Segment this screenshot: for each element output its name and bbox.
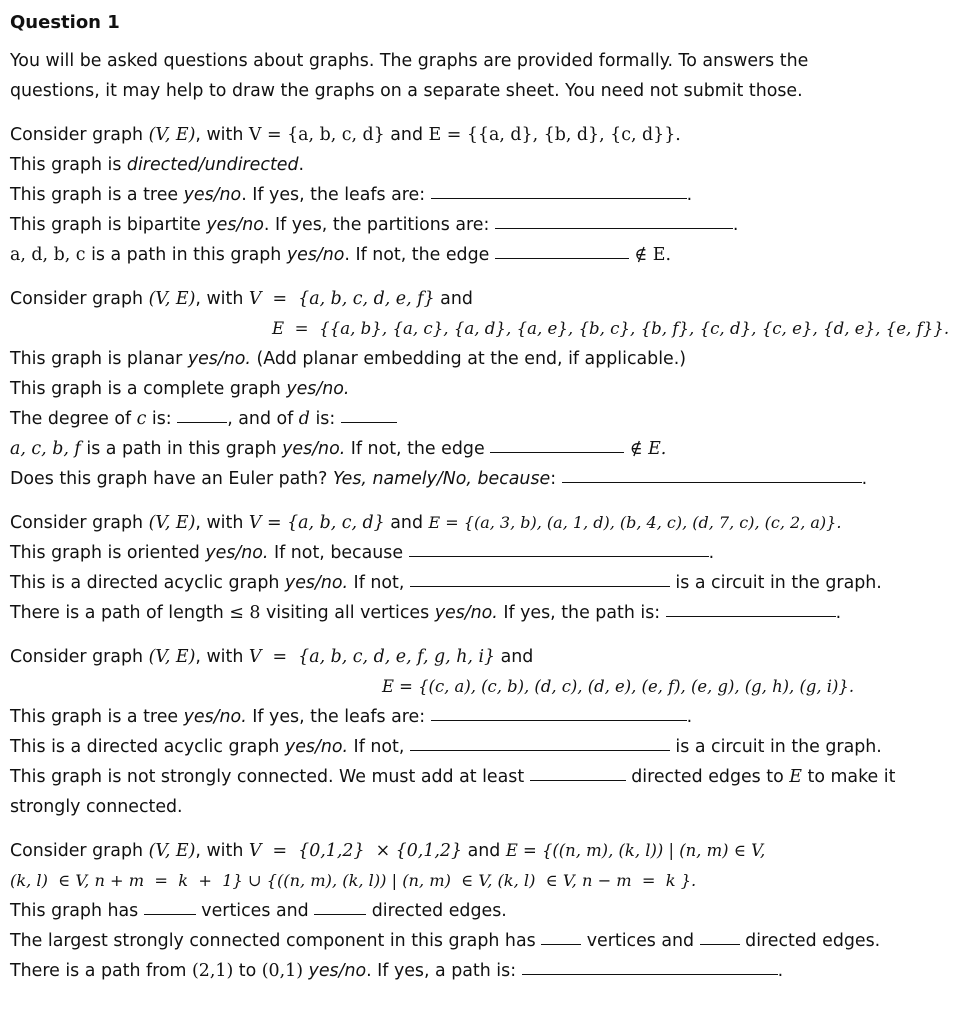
answer-blank[interactable]: [700, 926, 740, 945]
answer-blank[interactable]: [431, 180, 687, 199]
graph-2-euler-question: Does this graph have an Euler path? Yes, namely/No, because: .: [10, 464, 950, 494]
graph-3-section: [10, 508, 950, 628]
graph-2-complete-question: This graph is a complete graph yes/no.: [10, 379, 350, 399]
question-page: [10, 8, 950, 986]
graph-3-length-question: There is a path of length ≤ 8 visiting all vertices yes/no. If yes, the path is: .: [10, 598, 950, 628]
answer-blank[interactable]: [341, 404, 397, 423]
answer-blank[interactable]: [431, 702, 687, 721]
answer-blank[interactable]: [410, 732, 670, 751]
graph-4-tree-question: This graph is a tree yes/no. If yes, the leafs are: .: [10, 702, 950, 732]
graph-1-directed-question: This graph is directed/undirected.: [10, 155, 305, 175]
intro-paragraph: [10, 46, 950, 106]
graph-1-bipartite-question: This graph is bipartite yes/no. If yes, the partitions are: .: [10, 210, 950, 240]
graph-4-connectivity-question: This graph is not strongly connected. We must add at least directed edges to E to make it: [10, 762, 950, 792]
graph-3-oriented-question: This graph is oriented yes/no. If not, because .: [10, 538, 950, 568]
graph-2-vertices: Consider graph (V, E), with V = {a, b, c, d, e, f} and: [10, 289, 473, 309]
answer-blank[interactable]: [530, 762, 626, 781]
intro-line: questions, it may help to draw the graphs on a separate sheet. You need not submit those.: [10, 81, 803, 101]
answer-blank[interactable]: [666, 598, 836, 617]
answer-blank[interactable]: [314, 896, 366, 915]
answer-blank[interactable]: [562, 464, 862, 483]
graph-5-definition-cont: (k, l) ∈ V, n + m = k + 1} ∪ {((n, m), (k, l)) | (n, m) ∈ V, (k, l) ∈ V, n − m = k }.: [10, 871, 697, 890]
answer-blank[interactable]: [177, 404, 227, 423]
graph-4-section: [10, 642, 950, 822]
graph-4-vertices: Consider graph (V, E), with V = {a, b, c, d, e, f, g, h, i} and: [10, 647, 534, 667]
graph-2-planar-question: This graph is planar yes/no. (Add planar embedding at the end, if applicable.): [10, 349, 687, 369]
answer-blank[interactable]: [409, 538, 709, 557]
graph-2-section: [10, 284, 950, 494]
graph-5-component-question: The largest strongly connected component in this graph has vertices and directed edges.: [10, 926, 950, 956]
graph-1-definition: Consider graph (V, E), with V = {a, b, c, d} and E = {{a, d}, {b, d}, {c, d}}.: [10, 125, 681, 145]
answer-blank[interactable]: [522, 956, 778, 975]
graph-1-path-question: a, d, b, c is a path in this graph yes/no. If not, the edge ∉ E.: [10, 240, 950, 270]
graph-5-section: [10, 836, 950, 986]
answer-blank[interactable]: [490, 434, 624, 453]
graph-3-dag-question: This is a directed acyclic graph yes/no. If not, is a circuit in the graph.: [10, 568, 950, 598]
answer-blank[interactable]: [410, 568, 670, 587]
graph-4-edges: E = {(c, a), (c, b), (d, c), (d, e), (e, f), (e, g), (g, h), (g, i)}.: [382, 677, 855, 696]
graph-2-edges: E = {{a, b}, {a, c}, {a, d}, {a, e}, {b, c}, {b, f}, {c, d}, {c, e}, {d, e}, {e, f}}.: [272, 319, 950, 338]
graph-4-dag-question: This is a directed acyclic graph yes/no. If not, is a circuit in the graph.: [10, 732, 950, 762]
answer-blank[interactable]: [144, 896, 196, 915]
graph-2-degree-question: The degree of c is: , and of d is:: [10, 404, 950, 434]
graph-5-path-question: There is a path from (2,1) to (0,1) yes/no. If yes, a path is: .: [10, 956, 950, 986]
answer-blank[interactable]: [541, 926, 581, 945]
graph-1-section: [10, 120, 950, 270]
graph-5-definition: Consider graph (V, E), with V = {0,1,2} × {0,1,2} and E = {((n, m), (k, l)) | (n, m) ∈ V,: [10, 841, 766, 861]
graph-3-definition: Consider graph (V, E), with V = {a, b, c, d} and E = {(a, 3, b), (a, 1, d), (b, 4, c), (d, 7, c), (c, 2, a)}.: [10, 513, 842, 533]
graph-5-count-question: This graph has vertices and directed edges.: [10, 896, 950, 926]
graph-4-connectivity-question-cont: strongly connected.: [10, 797, 183, 817]
answer-blank[interactable]: [495, 240, 629, 259]
question-title: Question 1: [10, 12, 120, 33]
graph-1-tree-question: This graph is a tree yes/no. If yes, the leafs are: .: [10, 180, 950, 210]
answer-blank[interactable]: [495, 210, 733, 229]
graph-2-path-question: a, c, b, f is a path in this graph yes/no. If not, the edge ∉ E.: [10, 434, 950, 464]
intro-line: You will be asked questions about graphs. The graphs are provided formally. To answers the: [10, 51, 809, 71]
